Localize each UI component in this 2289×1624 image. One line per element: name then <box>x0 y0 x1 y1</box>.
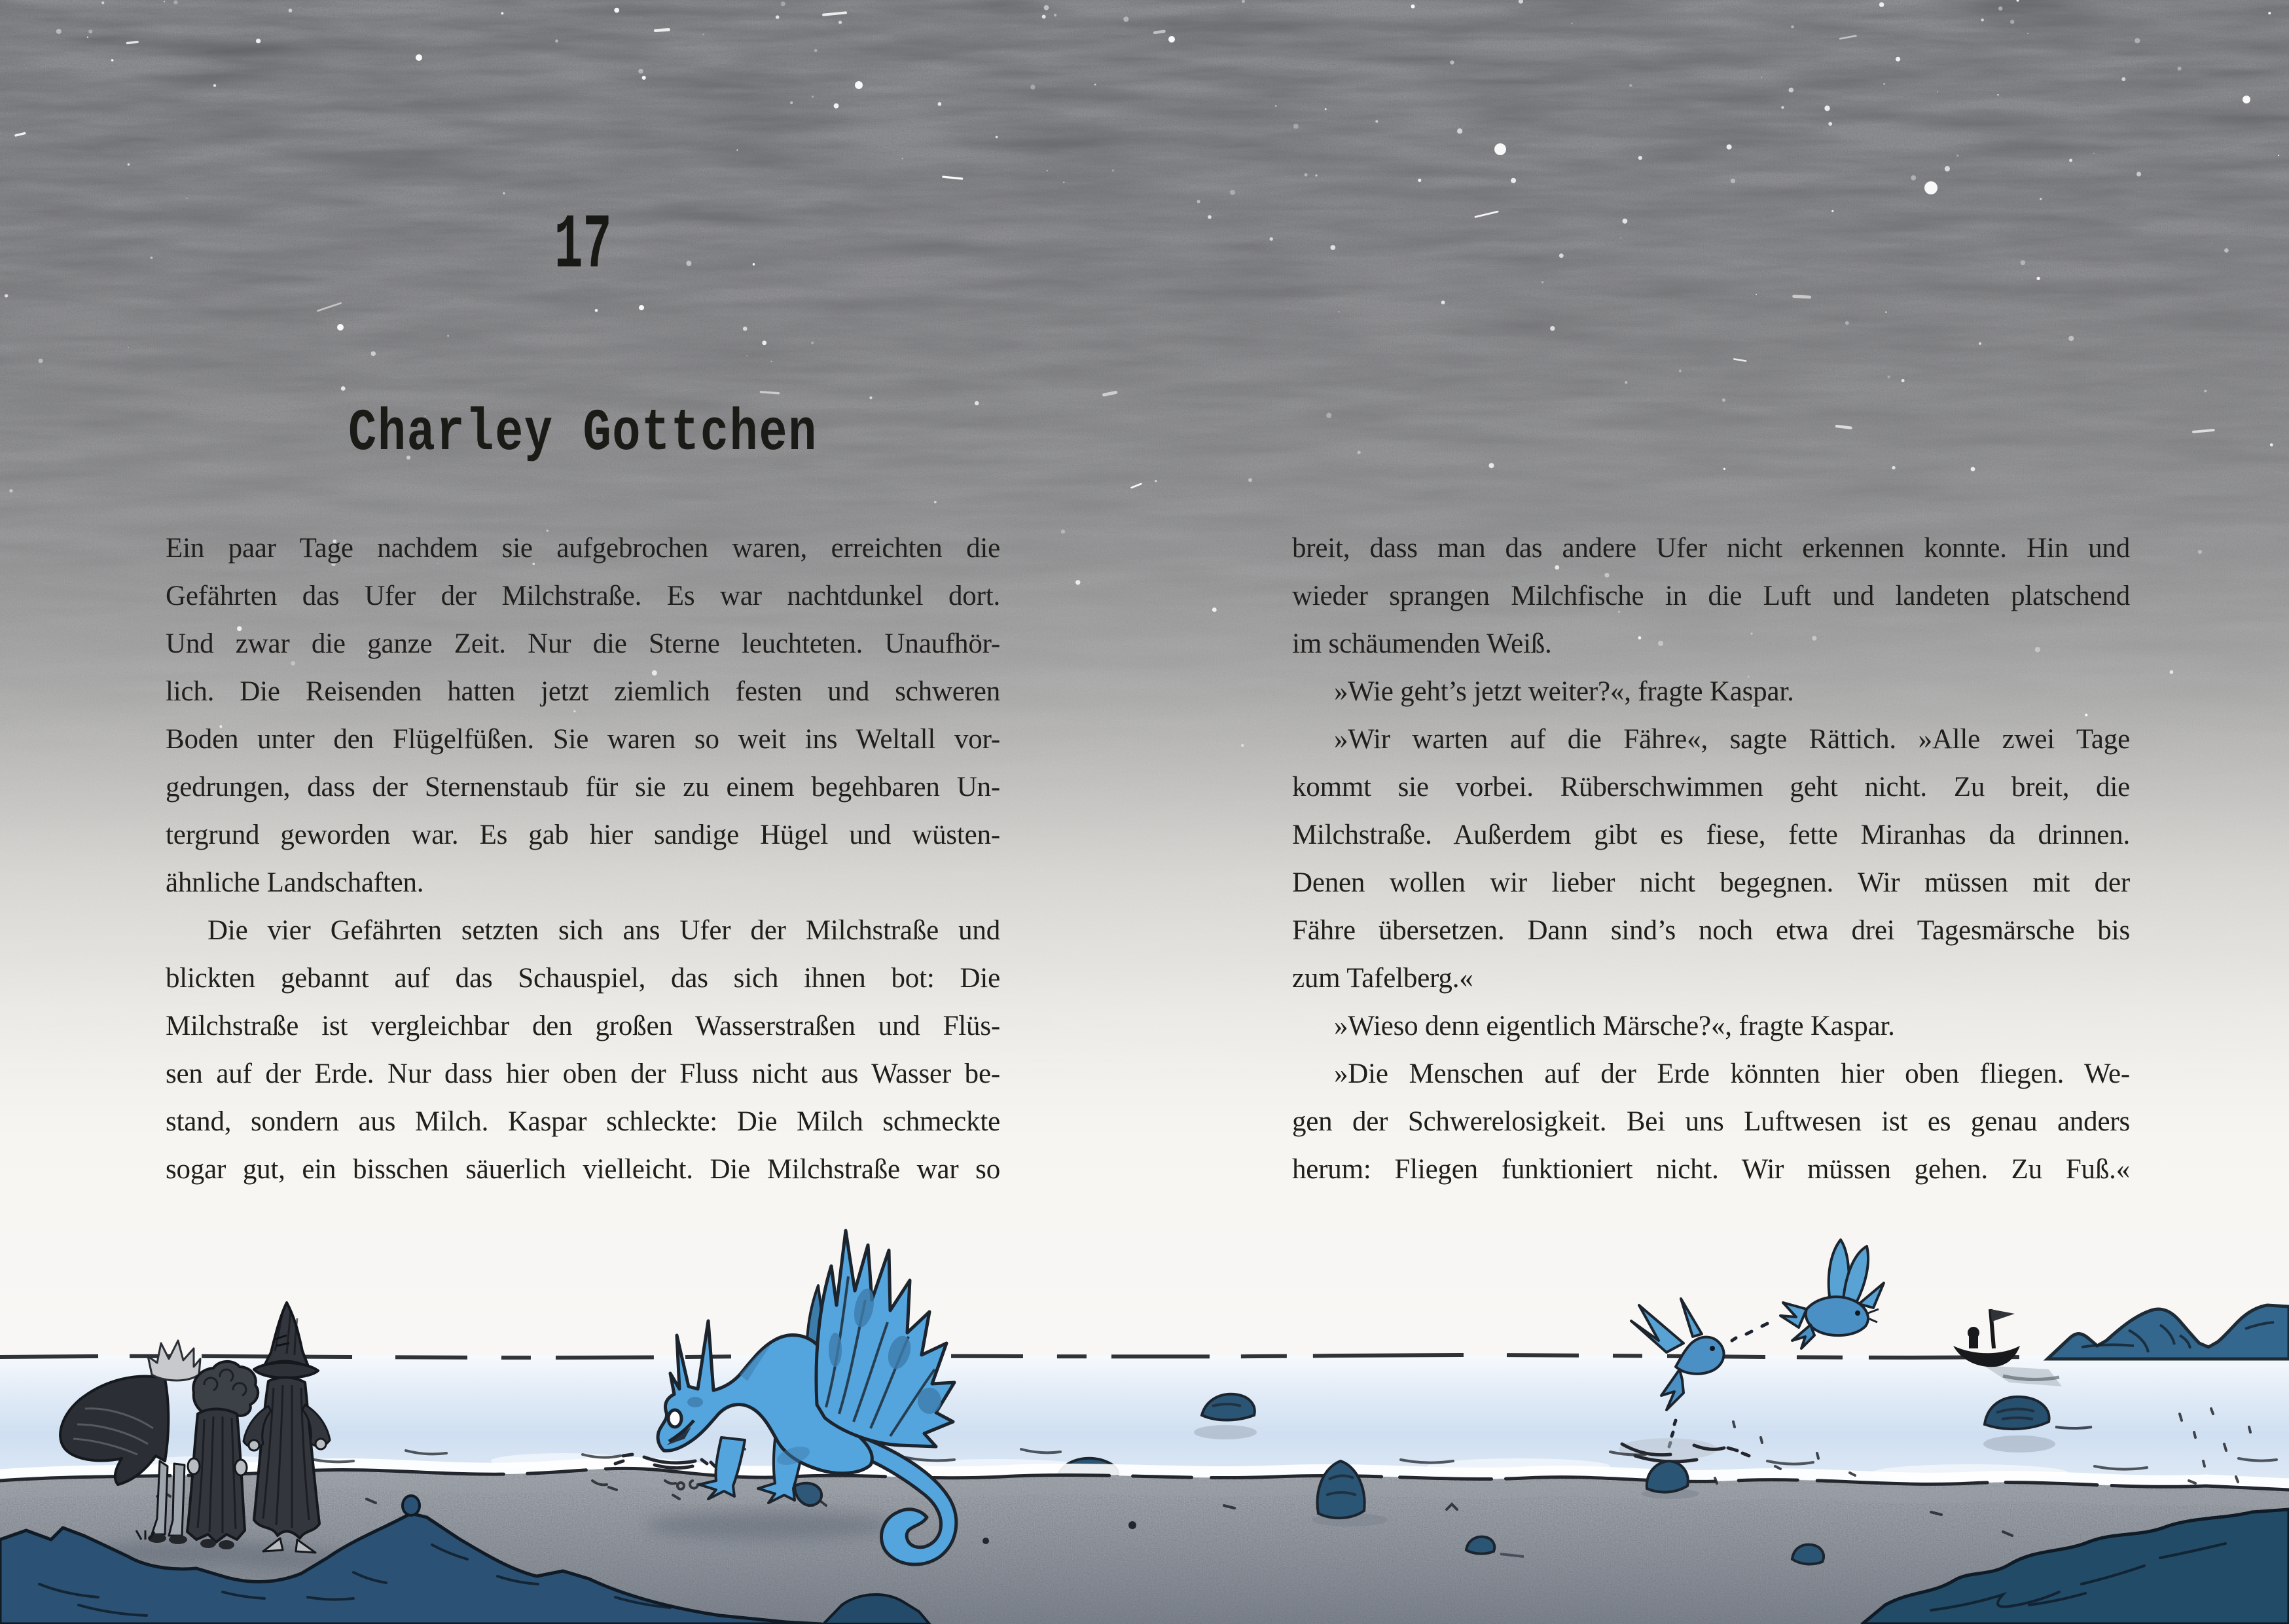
text-line: sen auf der Erde. Nur dass hier oben der Fluss nicht aus Wasser be- <box>166 1058 1000 1089</box>
flying-fish-leaping <box>1732 1240 1884 1348</box>
text-line: Milchstraße ist vergleichbar den großen Wasserstraßen und Flüs- <box>166 1011 1000 1041</box>
text-line: tergrund geworden war. Es gab hier sandige Hügel und wüsten- <box>166 820 1000 850</box>
text-line: breit, dass man das andere Ufer nicht erkennen konnte. Hin und <box>1292 533 2130 564</box>
text-line: Und zwar die ganze Zeit. Nur die Sterne leuchteten. Unaufhör- <box>166 628 1000 659</box>
text-line: Fähre übersetzen. Dann sind’s noch etwa drei Tagesmärsche bis <box>1292 915 2130 946</box>
right-mountains <box>2047 1305 2289 1359</box>
text-line: zum Tafelberg.« <box>1292 963 1473 994</box>
figure-witch <box>243 1303 330 1553</box>
text-line: Gefährten das Ufer der Milchstraße. Es war nachtdunkel dort. <box>166 581 1000 611</box>
text-line: gedrungen, dass der Sternenstaub für sie zu einem begehbaren Un- <box>166 772 1000 803</box>
text-line: »Wir warten auf die Fähre«, sagte Rättich. »Alle zwei Tage <box>1334 724 2130 755</box>
text-line: lich. Die Reisenden hatten jetzt ziemlich festen und schweren <box>166 676 1000 707</box>
chapter-title: Charley Gottchen <box>348 401 818 467</box>
text-line: blickten gebannt auf das Schauspiel, das sich ihnen bot: Die <box>166 963 1000 994</box>
horizon-line <box>0 1355 2289 1358</box>
peak-pebble <box>403 1496 420 1515</box>
dragon-eye <box>668 1410 681 1427</box>
text-line: stand, sondern aus Milch. Kaspar schleckte: Die Milch schmeckte <box>166 1106 1000 1137</box>
text-line: Ein paar Tage nachdem sie aufgebrochen waren, erreichten die <box>166 533 1000 564</box>
text-line: Boden unter den Flügelfüßen. Sie waren so weit ins Weltall vor- <box>166 724 1000 755</box>
text-line: »Wie geht’s jetzt weiter?«, fragte Kaspar. <box>1334 676 1794 707</box>
text-line: Die vier Gefährten setzten sich ans Ufer der Milchstraße und <box>207 915 1000 946</box>
text-line: sogar gut, ein bisschen säuerlich vielleicht. Die Milchstraße war so <box>166 1154 1000 1185</box>
text-line: Milchstraße. Außerdem gibt es fiese, fette Miranhas da drinnen. <box>1292 820 2130 850</box>
fish-wing-icon <box>1631 1305 1684 1352</box>
chapter-number: 17 <box>554 203 612 290</box>
text-line: gen der Schwerelosigkeit. Bei uns Luftwesen ist es genau anders <box>1292 1106 2130 1137</box>
text-line: herum: Fliegen funktioniert nicht. Wir müssen gehen. Zu Fuß.« <box>1292 1154 2130 1185</box>
text-line: im schäumenden Weiß. <box>1292 628 1552 659</box>
text-line: »Wieso denn eigentlich Märsche?«, fragte Kaspar. <box>1334 1011 1895 1041</box>
text-line: »Die Menschen auf der Erde könnten hier oben fliegen. We- <box>1334 1058 2130 1089</box>
boat-flag <box>1991 1309 2015 1322</box>
text-line: wieder sprangen Milchfische in die Luft und landeten platschend <box>1292 581 2130 611</box>
left-page-text <box>166 524 1000 1193</box>
right-page-text <box>1292 524 2130 1193</box>
text-line: Denen wollen wir lieber nicht begegnen. Wir müssen mit der <box>1292 867 2130 898</box>
text-line: ähnliche Landschaften. <box>166 867 424 898</box>
text-line: kommt sie vorbei. Rüberschwimmen geht nicht. Zu breit, die <box>1292 772 2130 803</box>
